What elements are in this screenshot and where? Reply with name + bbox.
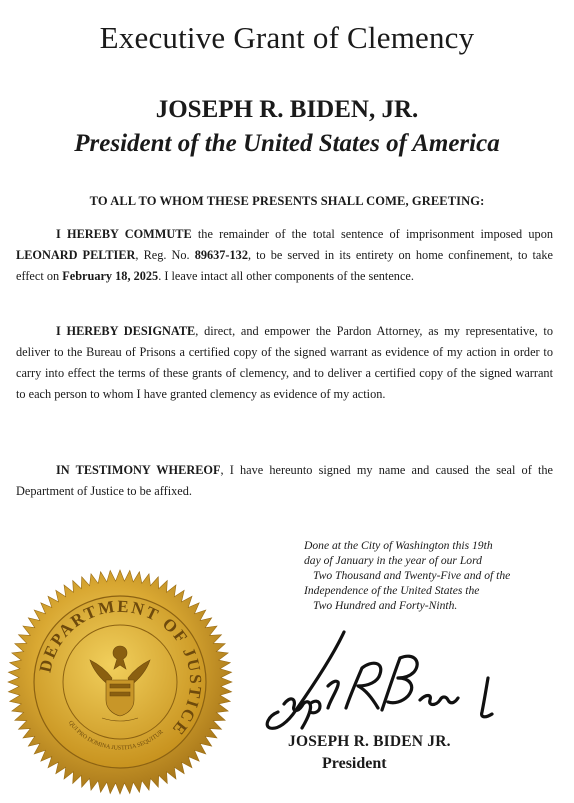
seal-motto: QUI PRO DOMINA JUSTITIA SEQUITUR xyxy=(67,720,165,752)
president-office-heading: President of the United States of America xyxy=(74,130,500,157)
done-at-line-1: Done at the City of Washington this 19th xyxy=(304,539,493,552)
designate-text: , direct, and empower the Pardon Attorney, as my representative, to deliver to the Bureau of Prisons a certified copy of the signed warrant as evidence of my action in order to carry into effect the terms of these grants of clemency, and to deliver a certified copy of the signed warrant to each person to whom I have granted clemency as evidence of my action. xyxy=(16,324,553,401)
department-of-justice-seal xyxy=(6,568,234,796)
commutation-paragraph xyxy=(16,224,553,287)
seal-ring-text: DEPARTMENT OF JUSTICE xyxy=(35,596,206,740)
effective-date: February 18, 2025 xyxy=(62,269,159,283)
done-at-line-5: Two Hundred and Forty-Ninth. xyxy=(313,599,458,612)
testimony-paragraph xyxy=(16,460,553,502)
document-title: Executive Grant of Clemency xyxy=(99,20,475,55)
signer-name: JOSEPH R. BIDEN JR. xyxy=(288,733,451,750)
done-at-block xyxy=(304,538,554,613)
commute-text-2: , Reg. No. xyxy=(135,248,195,262)
designate-lead: I HEREBY DESIGNATE xyxy=(56,324,196,338)
signer-title: President xyxy=(322,755,387,772)
handwritten-signature xyxy=(262,628,522,738)
register-number: 89637-132 xyxy=(194,248,248,262)
done-at-line-4: Independence of the United States the xyxy=(304,584,480,597)
president-name-heading: JOSEPH R. BIDEN, JR. xyxy=(155,96,419,123)
commute-text-3: , to be served in its entirety on home confinement, to take effect on xyxy=(16,248,553,283)
commute-text-4: . I leave intact all other components of the sentence. xyxy=(158,269,414,283)
recipient-name: LEONARD PELTIER xyxy=(16,248,136,262)
testimony-lead: IN TESTIMONY WHEREOF xyxy=(56,463,221,477)
commute-lead: I HEREBY COMMUTE xyxy=(56,227,192,241)
done-at-line-2: day of January in the year of our Lord xyxy=(304,554,482,567)
done-at-line-3: Two Thousand and Twenty-Five and of the xyxy=(313,569,511,582)
greeting-line: TO ALL TO WHOM THESE PRESENTS SHALL COME, GREETING: xyxy=(89,194,485,208)
commute-text-1: the remainder of the total sentence of imprisonment imposed upon xyxy=(191,227,553,241)
designation-paragraph xyxy=(16,321,553,405)
testimony-text: , I have hereunto signed my name and caused the seal of the Department of Justice to be affixed. xyxy=(16,463,553,498)
